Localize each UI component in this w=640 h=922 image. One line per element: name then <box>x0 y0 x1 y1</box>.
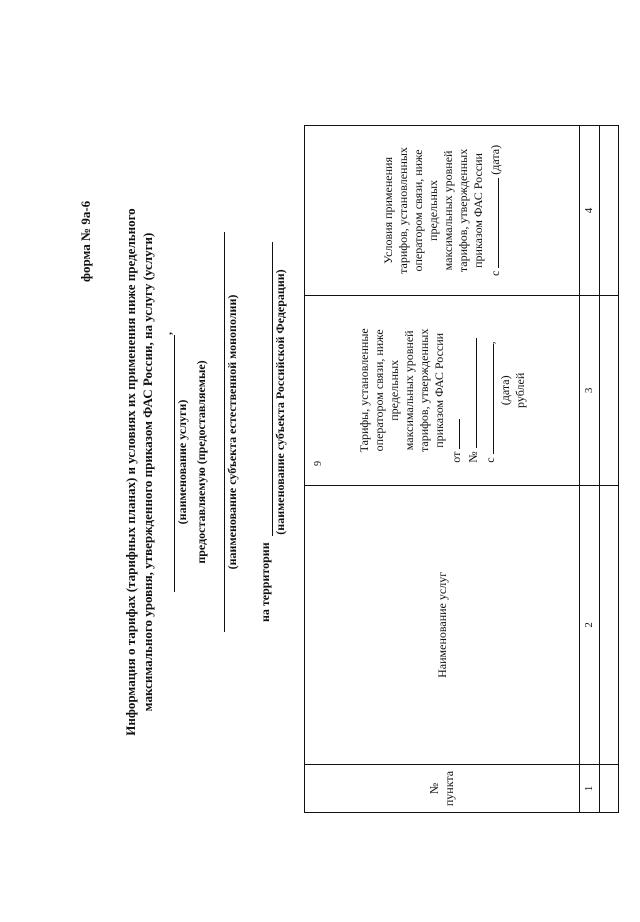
empty-cell <box>600 126 619 296</box>
monopoly-hint: (наименование субъекта естественной монополии) <box>225 294 239 570</box>
empty-cell <box>600 485 619 764</box>
col3-no-row <box>464 300 481 481</box>
col4-line: оператором связи, ниже <box>411 149 425 272</box>
col4-line: предельных <box>426 179 440 241</box>
col-tariffs-header <box>305 295 580 485</box>
col3-from-label: от <box>448 451 463 463</box>
service-name-block <box>160 332 209 592</box>
empty-cell <box>600 765 619 813</box>
table-header-row <box>305 126 580 813</box>
col3-since-label: с <box>482 457 497 463</box>
col-num-cell: 2 <box>580 485 600 764</box>
col4-since-label: с <box>488 270 502 277</box>
col-num-cell: 1 <box>580 765 600 813</box>
form-label: форма № 9а-6 <box>78 200 93 282</box>
col3-line: тарифов, утвержденных <box>416 328 431 452</box>
col4-since-row <box>486 130 503 291</box>
col4-line: Условия применения <box>381 157 395 264</box>
monopoly-line <box>218 232 225 632</box>
region-hint: (наименование субъекта Российской Федерации) <box>273 269 287 535</box>
col-num-cell: 3 <box>580 295 600 485</box>
table-numbers-row <box>580 126 600 813</box>
col3-from-row <box>447 300 464 481</box>
page-number: 9 <box>313 461 324 466</box>
tariff-table <box>304 125 619 813</box>
col3-unit: рублей <box>512 372 527 408</box>
territory-label: на территории <box>258 542 272 622</box>
monopoly-block <box>218 232 240 632</box>
col3-no-blank <box>464 338 477 448</box>
service-name-hint: (наименование услуги) <box>175 399 189 525</box>
col3-line: оператором связи, ниже <box>371 329 386 452</box>
col-service-header: Наименование услуг <box>305 485 580 764</box>
col4-line: приказом ФАС России <box>471 153 485 268</box>
col3-from-blank <box>447 419 460 449</box>
col4-line: максимальных уровней <box>441 150 455 271</box>
col3-date-hint: (дата) <box>497 375 512 406</box>
col3-line: Тарифы, установленные <box>356 328 371 453</box>
empty-cell <box>600 295 619 485</box>
col3-since-row <box>481 300 498 481</box>
provided-label: предоставляемую (предоставляемые) <box>194 360 208 564</box>
col4-line: тарифов, утвержденных <box>456 148 470 273</box>
col-num-cell: 4 <box>580 126 600 296</box>
col4-line: тарифов, установленных <box>396 147 410 274</box>
col-conditions-header <box>305 126 580 296</box>
document-title <box>122 62 156 882</box>
col3-since-comma: , <box>482 341 497 345</box>
col-number-header: № пункта <box>305 765 580 813</box>
title-line-2: максимального уровня, утвержденного приказом ФАС России, на услугу (услуги) <box>140 232 155 712</box>
col4-since-blank <box>486 178 499 268</box>
territory-block <box>258 242 288 622</box>
col3-line: приказом ФАС России <box>431 332 446 448</box>
col4-date-hint: (дата) <box>488 144 502 175</box>
table-empty-row <box>600 126 619 813</box>
col3-line: предельных <box>386 359 401 421</box>
col3-since-blank <box>481 344 494 454</box>
service-name-comma: , <box>160 332 174 335</box>
col3-no-label: № <box>465 451 480 463</box>
title-line-1: Информация о тарифах (тарифных планах) и условиях их применения ниже предельного <box>123 208 138 736</box>
col3-line: максимальных уровней <box>401 330 416 451</box>
